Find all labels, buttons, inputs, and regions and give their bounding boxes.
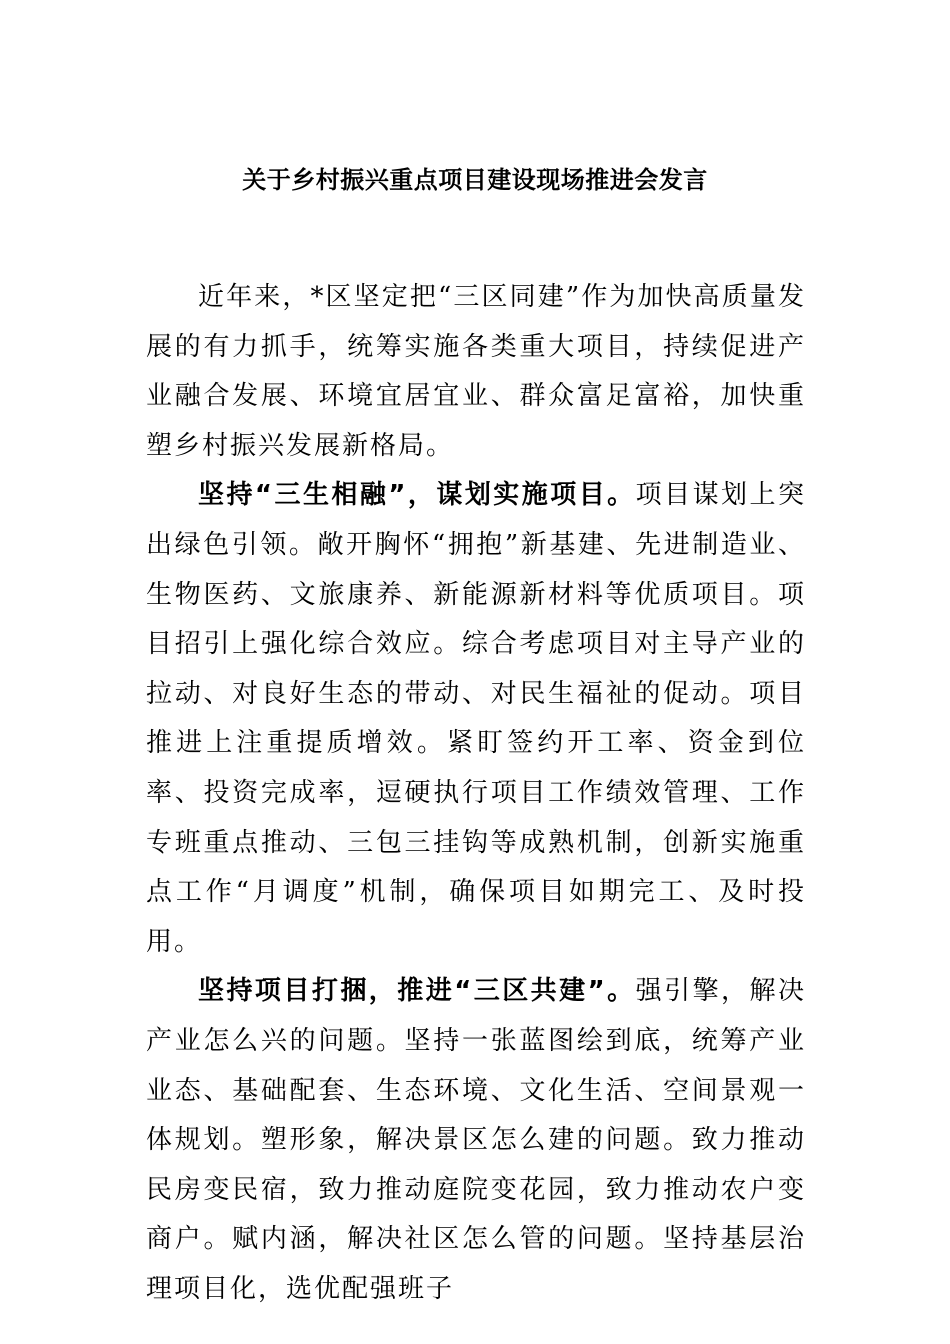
document-body [146, 273, 806, 1314]
paragraph-text: 强引擎，解决产业怎么兴的问题。坚持一张蓝图绘到底，统筹产业业态、基础配套、生态环境、文化生活、空间景观一体规划。塑形象，解决景区怎么建的问题。致力推动民房变民宿，致力推动庭院变花园，致力推动农户变商户。赋内涵，解决社区怎么管的问题。坚持基层治理项目化，选优配强班子 [146, 976, 806, 1304]
paragraph-text: 项目谋划上突出绿色引领。敞开胸怀“拥抱”新基建、先进制造业、生物医药、文旅康养、新能源新材料等优质项目。项目招引上强化综合效应。综合考虑项目对主导产业的拉动、对良好生态的带动、对民生福祉的促动。项目推进上注重提质增效。紧盯签约开工率、资金到位率、投资完成率，逗硬执行项目工作绩效管理、工作专班重点推动、三包三挂钩等成熟机制，创新实施重点工作“月调度”机制，确保项目如期完工、及时投用。 [146, 480, 806, 957]
paragraph-lead: 坚持“三生相融”，谋划实施项目。 [198, 480, 636, 511]
paragraph-intro [146, 273, 806, 471]
paragraph-projects [146, 471, 806, 967]
paragraph-lead: 坚持项目打捆，推进“三区共建”。 [198, 976, 636, 1007]
document-title: 关于乡村振兴重点项目建设现场推进会发言 [242, 166, 708, 194]
paragraph-text: 近年来，*区坚定把“三区同建”作为加快高质量发展的有力抓手，统筹实施各类重大项目，持续促进产业融合发展、环境宜居宜业、群众富足富裕，加快重塑乡村振兴发展新格局。 [146, 282, 806, 461]
paragraph-three-zones [146, 967, 806, 1314]
